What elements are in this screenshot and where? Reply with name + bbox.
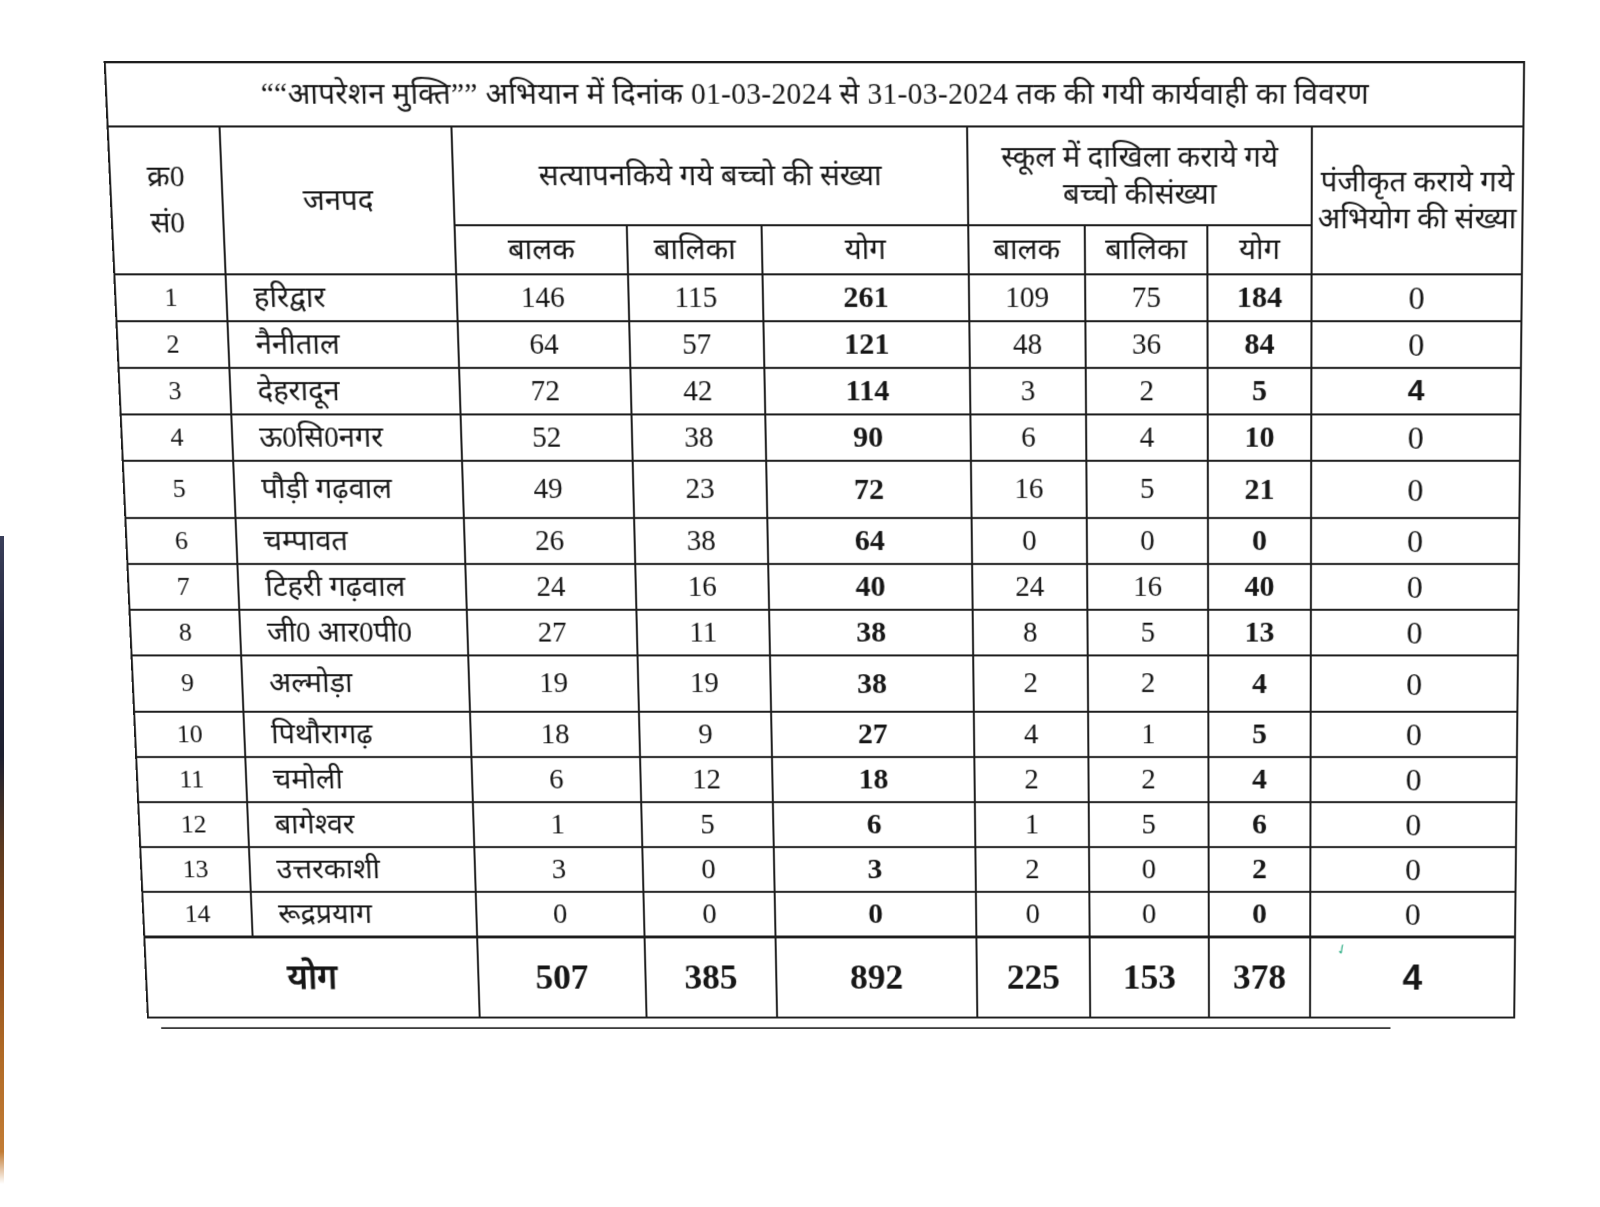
- verified-total-cell: 114: [764, 368, 970, 415]
- verified-total-cell: 6: [773, 802, 975, 847]
- verified-girls-cell: 5: [641, 802, 774, 847]
- cases-cell: 0: [1310, 847, 1516, 892]
- enrolled-boys-cell: 4: [974, 712, 1089, 757]
- total-enrolled-total: 378: [1209, 936, 1310, 1017]
- district-cell: चम्पावत: [236, 518, 466, 564]
- verified-girls-cell: 0: [643, 892, 775, 937]
- enrolled-total-cell: 4: [1208, 655, 1311, 711]
- enrolled-total-cell: 21: [1208, 461, 1311, 518]
- table-row: [132, 655, 1518, 711]
- table-row: [142, 892, 1515, 937]
- cases-cell: 0: [1310, 757, 1516, 802]
- district-cell: पिथौरागढ़: [243, 712, 471, 757]
- serial-cell: 1: [114, 274, 227, 321]
- total-verified-total: 892: [776, 936, 978, 1017]
- total-enrolled-girls: 153: [1090, 936, 1209, 1017]
- verified-girls-cell: 23: [633, 461, 768, 518]
- serial-cell: 14: [142, 892, 252, 937]
- cases-cell: 0: [1311, 610, 1519, 656]
- enrolled-boys-cell: 16: [971, 461, 1087, 518]
- verified-girls-cell: 11: [636, 610, 770, 656]
- verified-girls-cell: 19: [638, 655, 772, 711]
- table-body: [114, 274, 1522, 936]
- verified-boys-cell: 72: [459, 368, 631, 415]
- serial-cell: 13: [140, 847, 251, 892]
- enrolled-boys-cell: 48: [969, 321, 1085, 368]
- enrolled-total-cell: 0: [1208, 518, 1311, 564]
- verified-total-cell: 90: [765, 414, 971, 460]
- verified-girls-cell: 38: [634, 518, 768, 564]
- enrolled-girls-cell: 4: [1086, 414, 1208, 460]
- enrolled-total-cell: 10: [1208, 414, 1312, 460]
- enrolled-girls-cell: 75: [1085, 274, 1207, 321]
- table-row: [123, 461, 1520, 518]
- enrolled-girls-cell: 36: [1085, 321, 1207, 368]
- serial-cell: 7: [127, 564, 239, 610]
- verified-boys-cell: 1: [473, 802, 642, 847]
- verified-total-cell: 261: [762, 274, 969, 321]
- header-enrolled-group: स्कूल में दाखिला कराये गये बच्चो कीसंख्या: [967, 126, 1312, 225]
- enrolled-total-cell: 4: [1208, 757, 1310, 802]
- verified-total-cell: 3: [774, 847, 976, 892]
- enrolled-boys-cell: 0: [972, 518, 1087, 564]
- enrolled-girls-cell: 5: [1089, 802, 1209, 847]
- district-cell: हरिद्वार: [226, 274, 458, 321]
- enrolled-girls-cell: 5: [1086, 461, 1208, 518]
- total-row: [144, 936, 1515, 1017]
- cases-cell: 0: [1311, 461, 1520, 518]
- verified-total-cell: 64: [767, 518, 972, 564]
- enrolled-boys-cell: 0: [976, 892, 1090, 937]
- enrolled-total-cell: 5: [1208, 712, 1310, 757]
- enrolled-girls-cell: 2: [1088, 655, 1209, 711]
- table-row: [130, 610, 1519, 656]
- serial-cell: 5: [123, 461, 236, 518]
- enrolled-boys-cell: 1: [975, 802, 1089, 847]
- table-row: [116, 321, 1521, 368]
- header-district: जनपद: [220, 126, 457, 274]
- serial-cell: 2: [116, 321, 229, 368]
- cases-cell: 0: [1310, 802, 1516, 847]
- scan-line-artifact: [161, 1027, 1390, 1029]
- cases-cell: 4: [1311, 368, 1521, 415]
- subheader-verified-girls: बालिका: [627, 225, 763, 274]
- verified-girls-cell: 0: [642, 847, 774, 892]
- enrolled-boys-cell: 2: [973, 655, 1088, 711]
- header-serial-line2: सं0: [149, 206, 186, 240]
- subheader-verified-total: योग: [762, 225, 969, 274]
- verified-girls-cell: 115: [628, 274, 763, 321]
- total-label: योग: [144, 936, 479, 1017]
- table-row: [125, 518, 1519, 564]
- enrolled-boys-cell: 2: [975, 847, 1089, 892]
- enrolled-girls-cell: 0: [1089, 892, 1208, 937]
- enrolled-girls-cell: 2: [1088, 757, 1208, 802]
- verified-total-cell: 27: [771, 712, 974, 757]
- verified-boys-cell: 0: [476, 892, 645, 937]
- enrolled-girls-cell: 16: [1087, 564, 1208, 610]
- cases-cell: 0: [1311, 655, 1518, 711]
- table-row: [140, 847, 1516, 892]
- enrolled-total-cell: 2: [1209, 847, 1311, 892]
- serial-cell: 3: [119, 368, 232, 415]
- verified-girls-cell: 38: [632, 414, 767, 460]
- verified-boys-cell: 49: [462, 461, 634, 518]
- verified-girls-cell: 9: [639, 712, 772, 757]
- table-row: [121, 414, 1521, 460]
- cases-cell: 0: [1311, 518, 1519, 564]
- cases-cell: 0: [1311, 321, 1521, 368]
- header-serial: [108, 126, 226, 274]
- enrolled-boys-cell: 8: [973, 610, 1088, 656]
- verified-total-cell: 18: [772, 757, 975, 802]
- enrolled-boys-cell: 2: [974, 757, 1088, 802]
- cases-cell: 0: [1311, 414, 1520, 460]
- table-row: [127, 564, 1519, 610]
- enrolled-total-cell: 184: [1207, 274, 1311, 321]
- verified-boys-cell: 18: [470, 712, 640, 757]
- verified-boys-cell: 64: [458, 321, 631, 368]
- title-row: [105, 62, 1524, 126]
- serial-cell: 11: [136, 757, 247, 802]
- serial-cell: 9: [132, 655, 244, 711]
- enrolled-total-cell: 0: [1209, 892, 1311, 937]
- total-cases-value: 4: [1402, 957, 1423, 998]
- serial-cell: 8: [130, 610, 242, 656]
- report-table: [104, 61, 1525, 1018]
- enrolled-boys-cell: 3: [970, 368, 1086, 415]
- enrolled-girls-cell: 5: [1087, 610, 1208, 656]
- serial-cell: 6: [125, 518, 237, 564]
- cases-cell: 0: [1310, 892, 1515, 937]
- enrolled-total-cell: 84: [1208, 321, 1312, 368]
- verified-total-cell: 121: [763, 321, 969, 368]
- district-cell: बागेश्वर: [247, 802, 474, 847]
- table-row: [136, 757, 1517, 802]
- header-verified-group: सत्यापनकिये गये बच्चो की संख्या: [451, 126, 968, 225]
- page-title: ““आपरेशन मुक्ति”” अभियान में दिनांक 01-03-2024 से 31-03-2024 तक की गयी कार्यवाही का विवरण: [105, 62, 1524, 126]
- verified-boys-cell: 146: [456, 274, 629, 321]
- total-enrolled-boys: 225: [976, 936, 1090, 1017]
- district-cell: चमोली: [245, 757, 473, 802]
- district-cell: पौड़ी गढ़वाल: [233, 461, 464, 518]
- verified-total-cell: 38: [769, 610, 973, 656]
- enrolled-boys-cell: 24: [972, 564, 1087, 610]
- scan-edge-artifact: [0, 536, 4, 1184]
- serial-cell: 4: [121, 414, 234, 460]
- verified-boys-cell: 27: [467, 610, 638, 656]
- verified-boys-cell: 52: [461, 414, 633, 460]
- verified-total-cell: 72: [766, 461, 971, 518]
- document-sheet: [104, 61, 1523, 1029]
- district-cell: नैनीताल: [227, 321, 459, 368]
- subheader-enrolled-total: योग: [1207, 225, 1311, 274]
- verified-total-cell: 40: [768, 564, 972, 610]
- district-cell: रूद्रप्रयाग: [251, 892, 477, 937]
- verified-boys-cell: 26: [464, 518, 635, 564]
- subheader-enrolled-boys: बालक: [968, 225, 1085, 274]
- enrolled-boys-cell: 6: [970, 414, 1086, 460]
- cases-cell: 0: [1311, 274, 1521, 321]
- total-verified-boys: 507: [477, 936, 646, 1017]
- verified-total-cell: 0: [775, 892, 977, 937]
- total-cases-cell: [1310, 936, 1515, 1017]
- district-cell: जी0 आर0पी0: [239, 610, 468, 656]
- verified-boys-cell: 24: [465, 564, 636, 610]
- cases-cell: 0: [1311, 712, 1518, 757]
- serial-cell: 10: [134, 712, 245, 757]
- subheader-enrolled-girls: बालिका: [1085, 225, 1208, 274]
- enrolled-total-cell: 13: [1208, 610, 1311, 656]
- verified-boys-cell: 19: [468, 655, 639, 711]
- district-cell: ऊ0सि0नगर: [231, 414, 462, 460]
- enrolled-girls-cell: 2: [1086, 368, 1208, 415]
- district-cell: अल्मोड़ा: [241, 655, 470, 711]
- district-cell: टिहरी गढ़वाल: [237, 564, 466, 610]
- table-row: [114, 274, 1522, 321]
- verified-girls-cell: 12: [640, 757, 773, 802]
- district-cell: उत्तरकाशी: [249, 847, 476, 892]
- verified-total-cell: 38: [770, 655, 974, 711]
- enrolled-boys-cell: 109: [969, 274, 1086, 321]
- enrolled-total-cell: 40: [1208, 564, 1311, 610]
- header-group-row: [108, 126, 1524, 225]
- verified-boys-cell: 3: [474, 847, 643, 892]
- enrolled-girls-cell: 1: [1088, 712, 1208, 757]
- verified-girls-cell: 57: [629, 321, 764, 368]
- table-row: [138, 802, 1516, 847]
- verified-girls-cell: 42: [630, 368, 765, 415]
- enrolled-total-cell: 6: [1209, 802, 1311, 847]
- table-row: [134, 712, 1517, 757]
- total-verified-girls: 385: [645, 936, 778, 1017]
- table-row: [119, 368, 1521, 415]
- subheader-verified-boys: बालक: [455, 225, 628, 274]
- serial-cell: 12: [138, 802, 249, 847]
- district-cell: देहरादून: [229, 368, 460, 415]
- verified-boys-cell: 6: [471, 757, 641, 802]
- enrolled-total-cell: 5: [1208, 368, 1312, 415]
- enrolled-girls-cell: 0: [1087, 518, 1208, 564]
- checkmark-icon: ✓: [1333, 940, 1351, 960]
- header-cases-group: पंजीकृत कराये गये अभियोग की संख्या: [1312, 126, 1524, 274]
- header-serial-line1: क्र0: [146, 160, 186, 194]
- cases-cell: 0: [1311, 564, 1519, 610]
- enrolled-girls-cell: 0: [1089, 847, 1209, 892]
- verified-girls-cell: 16: [635, 564, 769, 610]
